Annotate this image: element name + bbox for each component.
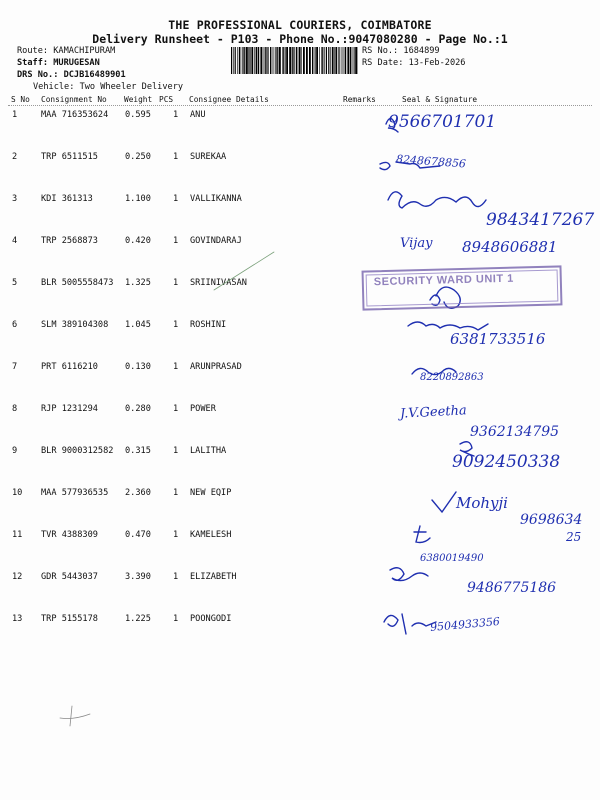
consignment-number: TRP 2568873 <box>41 236 98 246</box>
serial-number: 13 <box>12 614 23 624</box>
consignment-number: PRT 6116210 <box>41 362 98 372</box>
handwritten-note-10: 25 <box>566 530 582 544</box>
weight-value: 1.225 <box>125 614 151 624</box>
consignment-number: TVR 4388309 <box>41 530 98 540</box>
weight-value: 1.100 <box>125 194 151 204</box>
serial-number: 5 <box>12 278 18 288</box>
pen-mark-bottom-2 <box>70 706 72 726</box>
consignment-number: MAA 577936535 <box>41 488 109 498</box>
consignee-name: ARUNPRASAD <box>190 362 242 372</box>
signature-9 <box>460 442 474 456</box>
vehicle-label: Vehicle: Two Wheeler Delivery <box>33 82 184 92</box>
pieces-count: 1 <box>173 530 179 540</box>
serial-number: 8 <box>12 404 18 414</box>
route-label: Route: KAMACHIPURAM <box>17 46 116 56</box>
serial-number: 3 <box>12 194 18 204</box>
serial-number: 7 <box>12 362 18 372</box>
col-weight: Weight <box>124 95 153 104</box>
col-consignee: Consignee Details <box>189 95 269 104</box>
handwritten-name-8: J.V.Geetha <box>399 403 468 422</box>
col-consignment: Consignment No <box>41 95 107 104</box>
consignee-name: SRIINIVASAN <box>190 278 247 288</box>
pieces-count: 1 <box>173 572 179 582</box>
pieces-count: 1 <box>173 236 179 246</box>
weight-value: 1.325 <box>125 278 151 288</box>
consignee-name: ELIZABETH <box>190 572 237 582</box>
pieces-count: 1 <box>173 404 179 414</box>
col-seal-signature: Seal & Signature <box>402 95 478 104</box>
pieces-count: 1 <box>173 488 179 498</box>
consignment-number: GDR 5443037 <box>41 572 98 582</box>
signature-11 <box>414 526 430 543</box>
pen-mark-bottom <box>60 714 90 719</box>
pieces-count: 1 <box>173 320 179 330</box>
weight-value: 3.390 <box>125 572 151 582</box>
handwritten-phone-9b: 9092450338 <box>452 452 561 472</box>
handwritten-name-10: Mohyji <box>456 494 508 512</box>
company-name: THE PROFESSIONAL COURIERS, COIMBATORE <box>168 18 432 32</box>
serial-number: 4 <box>12 236 18 246</box>
consignment-number: KDI 361313 <box>41 194 93 204</box>
pieces-count: 1 <box>173 446 179 456</box>
weight-value: 0.280 <box>125 404 151 414</box>
staff-label: Staff: MURUGESAN <box>17 58 100 68</box>
handwritten-phone-3: 9843417267 <box>486 210 595 230</box>
col-sno: S No <box>11 95 30 104</box>
consignment-number: TRP 5155178 <box>41 614 98 624</box>
handwritten-phone-6: 6381733516 <box>450 330 546 348</box>
consignee-name: SUREKAA <box>190 152 227 162</box>
consignment-number: SLM 389104308 <box>41 320 109 330</box>
consignee-name: POONGODI <box>190 614 232 624</box>
pieces-count: 1 <box>173 110 179 120</box>
consignee-name: LALITHA <box>190 446 227 456</box>
signature-10 <box>432 492 456 512</box>
consignment-number: TRP 6511515 <box>41 152 98 162</box>
serial-number: 10 <box>12 488 23 498</box>
runsheet-title: Delivery Runsheet - P103 - Phone No.:9047080280 - Page No.:1 <box>92 32 508 46</box>
pieces-count: 1 <box>173 362 179 372</box>
signature-1 <box>386 118 398 132</box>
col-remarks: Remarks <box>343 95 376 104</box>
drs-number: DRS No.: DCJB16489901 <box>17 70 126 80</box>
consignment-number: BLR 5005558473 <box>41 278 114 288</box>
weight-value: 2.360 <box>125 488 151 498</box>
consignment-number: RJP 1231294 <box>41 404 98 414</box>
serial-number: 1 <box>12 110 18 120</box>
handwritten-phone-10: 9698634 <box>520 512 583 528</box>
pieces-count: 1 <box>173 194 179 204</box>
handwritten-phone-4: 8948606881 <box>462 238 558 256</box>
consignee-name: ANU <box>190 110 206 120</box>
serial-number: 2 <box>12 152 18 162</box>
consignee-name: KAMELESH <box>190 530 232 540</box>
handwritten-phone-7: 8220892863 <box>420 372 484 383</box>
consignee-name: NEW EQIP <box>190 488 232 498</box>
signature-6b <box>408 322 488 330</box>
weight-value: 0.250 <box>125 152 151 162</box>
pen-mark <box>214 252 274 290</box>
handwritten-name-4: Vijay <box>400 236 433 251</box>
security-stamp <box>362 265 563 310</box>
signature-13 <box>384 614 436 634</box>
weight-value: 0.595 <box>125 110 151 120</box>
consignee-name: GOVINDARAJ <box>190 236 242 246</box>
signature-12 <box>390 568 428 581</box>
rs-number: RS No.: 1684899 <box>362 46 440 56</box>
handwritten-phone-9a: 9362134795 <box>470 424 560 440</box>
handwritten-phone-1: 9566701701 <box>388 112 497 132</box>
consignee-name: ROSHINI <box>190 320 227 330</box>
handwritten-phone-2: 8248678856 <box>395 152 467 171</box>
serial-number: 9 <box>12 446 18 456</box>
weight-value: 1.045 <box>125 320 151 330</box>
consignee-name: POWER <box>190 404 216 414</box>
col-pcs: PCS <box>159 95 174 104</box>
serial-number: 12 <box>12 572 23 582</box>
handwritten-phone-13: 9504933356 <box>429 614 501 635</box>
weight-value: 0.470 <box>125 530 151 540</box>
rs-date: RS Date: 13-Feb-2026 <box>362 58 466 68</box>
signature-7 <box>412 368 456 374</box>
pieces-count: 1 <box>173 278 179 288</box>
serial-number: 11 <box>12 530 23 540</box>
consignee-name: VALLIKANNA <box>190 194 242 204</box>
pieces-count: 1 <box>173 152 179 162</box>
consignment-number: BLR 9000312582 <box>41 446 114 456</box>
signature-3 <box>388 192 486 208</box>
handwritten-phone-11: 6380019490 <box>420 553 484 564</box>
serial-number: 6 <box>12 320 18 330</box>
handwritten-phone-12: 9486775186 <box>467 580 557 596</box>
pieces-count: 1 <box>173 614 179 624</box>
weight-value: 0.315 <box>125 446 151 456</box>
weight-value: 0.420 <box>125 236 151 246</box>
consignment-number: MAA 716353624 <box>41 110 109 120</box>
weight-value: 0.130 <box>125 362 151 372</box>
stamp-text: SECURITY WARD UNIT 1 <box>373 272 514 289</box>
signature-2 <box>380 162 440 170</box>
